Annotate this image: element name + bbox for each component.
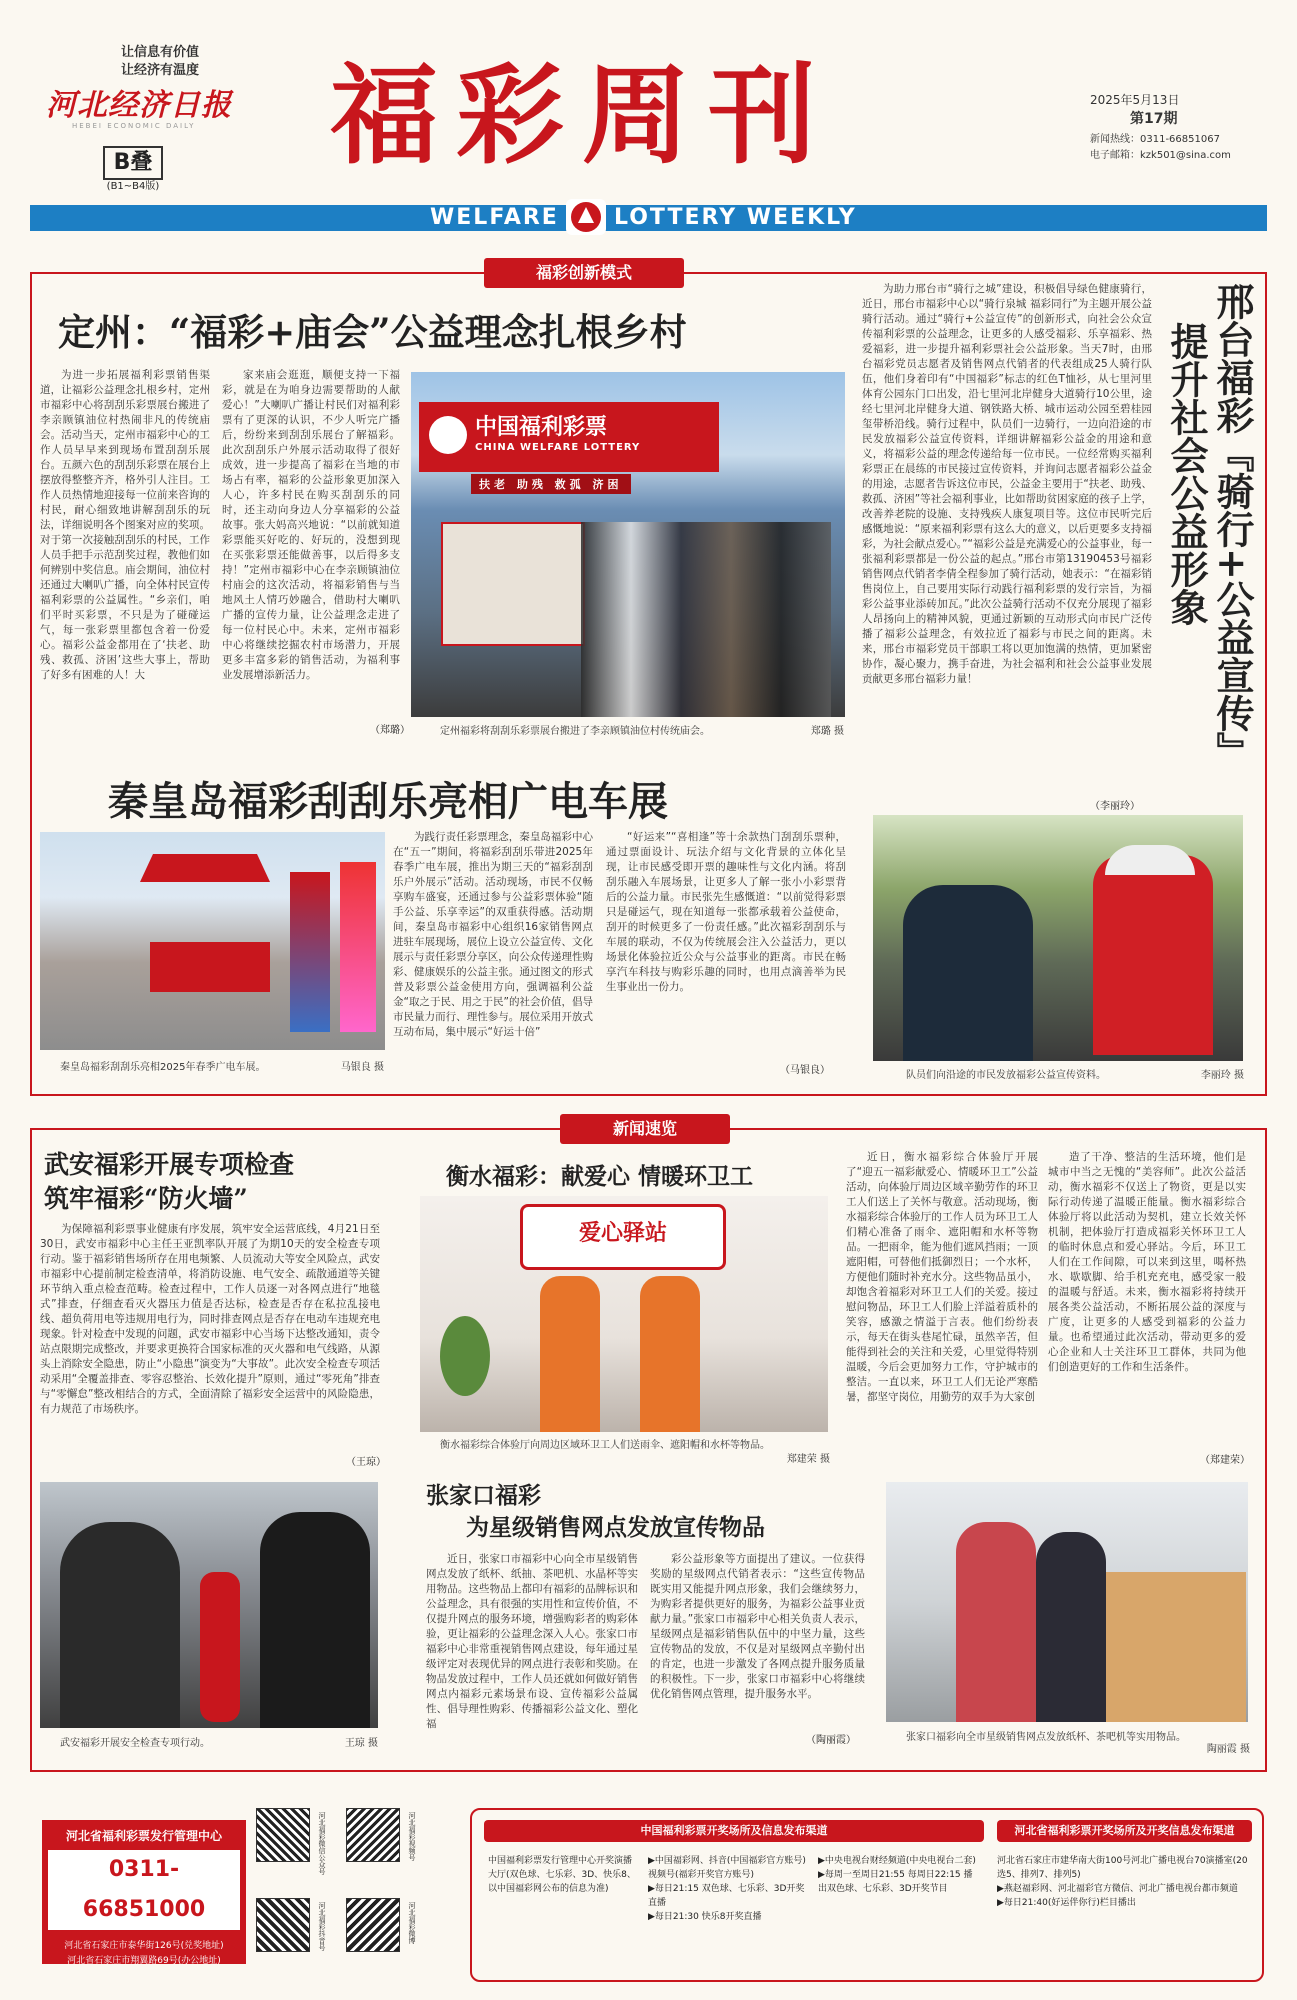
booth-canopy (419, 402, 719, 472)
wuan-photo-credit: 王琼 摄 (344, 1738, 378, 1749)
phone-number[interactable]: 0311-66851000 (48, 1850, 240, 1930)
boxes-shape (1106, 1572, 1246, 1722)
hebei-channel-item: ▶每日21:40(好运伴你行)栏目播出 (997, 1898, 1136, 1908)
footer-contact (42, 1820, 246, 1964)
xingtai-photo (873, 815, 1243, 1061)
china-channel-item: ▶中国福彩网、抖音(中国福彩官方账号)视频号(福彩开奖官方账号) (648, 1856, 806, 1880)
title-en-right: LOTTERY WEEKLY (614, 205, 857, 230)
hengshui-photo (420, 1196, 828, 1432)
headline-qinhuangdao: 秦皇岛福彩刮刮乐亮相广电车展 (108, 778, 668, 825)
zhangjiakou-text-2: 彩公益形象等方面提出了建议。一位获得奖励的星级网点代销者表示：“这些宣传物品既实用又能提升网点形象，我们会继续努力，为购彩者提供更好的服务，为福彩公益事业贡献力量。”张家口市福彩中心相关负责人表示，星级网点是福彩销售队伍中的中坚力量，这些宣传物品的发放，不仅是对星级网点辛勤付出的肯定，也进一步激发了各网点提升服务质量的积极性。下一步，张家口市福彩中心将继续优化销售网点管理，提升服务水平。 (650, 1553, 865, 1700)
worker-1-shape (540, 1276, 600, 1432)
headline-zhangjiakou-line-2: 为星级销售网点发放宣传物品 (466, 1514, 765, 1541)
zhangjiakou-photo-credit: 陶丽霞 摄 (1206, 1744, 1250, 1755)
hebei-channels-list (997, 1854, 1252, 1910)
hengshui-photo-credit: 郑建荣 摄 (786, 1454, 830, 1465)
china-channels-col1 (488, 1854, 638, 1896)
qinhuangdao-author: （马银良） (780, 1065, 830, 1076)
china-channel-item: ▶每日21:30 快乐8开奖直播 (648, 1912, 762, 1922)
dingzhou-text-2: 家来庙会逛逛，顺便支持一下福彩，就是在为咱身边需要帮助的人献爱心！”大喇叭广播让村民们对福利彩票有了更深的认识，不少人听完广播后，纷纷来到刮刮乐展台了解福彩。此次刮刮乐户外展示活动取得了很好成效，进一步提高了福彩在当地的市场占有率，福彩的公益形象更加深入人心，许多村民在购买刮刮乐的同时，还主动向身边人分享福彩的公益故事。张大妈高兴地说：“以前就知道彩票能买好吃的、好玩的，没想到现在买张彩票还能做善事，以后得多支持！”定州市福彩中心在李亲顾镇油位村庙会的这次活动，将福彩销售与当地风土人情巧妙融合，借助村大喇叭广播的宣传力量，让公益理念走进了每一位村民心中。未来，定州市福彩中心将继续挖掘农村市场潜力，开展更多丰富多彩的销售活动，为福利事业发展增添新活力。 (222, 369, 400, 681)
hebei-channel-item: 河北省石家庄市建华南大街100号河北广播电视台70演播室(20选5、排列7、排列5) (997, 1856, 1248, 1880)
masthead (0, 0, 1297, 235)
draw-channels-box (470, 1808, 1264, 1982)
qinhuangdao-photo-credit: 马银良 摄 (340, 1062, 384, 1073)
address-1: 河北省石家庄市泰华街126号(兑奖地址) (64, 1941, 224, 1951)
section-tag-news: 新闻速览 (560, 1114, 730, 1144)
visitor-shape (1036, 1532, 1106, 1722)
headline-wuan-line-2: 筑牢福彩“防火墙” (44, 1184, 248, 1213)
footer (30, 1800, 1267, 1990)
xingtai-photo-caption: 队员们向沿途的市民发放福彩公益宣传资料。 (906, 1070, 1106, 1081)
resident-shape (903, 885, 1033, 1061)
china-channels-col3 (818, 1854, 978, 1896)
dingzhou-author: （郑璐） (370, 725, 410, 736)
slogan-line-1: 让信息有价值 (120, 45, 199, 60)
issue-number: 第17期 (1130, 111, 1178, 127)
title-en-left: WELFARE (430, 205, 559, 230)
xingtai-photo-credit: 李丽玲 摄 (1200, 1070, 1244, 1081)
hengshui-text-1: 近日，衡水福彩综合体验厅开展了“迎五一福彩献爱心、情暖环卫工”公益活动，向体验厅周边区域辛勤劳作的环卫工人们送上了关怀与敬意。活动现场，衡水福彩综合体验厅的工作人员为环卫工人们精心准备了雨伞、遮阳帽和水杯等物品。一把雨伞，能为他们遮风挡雨；一顶遮阳帽，可替他们抵御烈日；一个水杯，方便他们随时补充水分。这些物品虽小，却饱含着福彩对环卫工人们的关爱。接过慰问物品，环卫工人们脸上洋溢着质朴的笑容，感激之情溢于言表。他们纷纷表示，每天在街头巷尾忙碌，虽然辛苦，但能得到社会的关注和关爱，心里觉得特别温暖，今后会更加努力工作，守护城市的整洁。一直以来，环卫工人们无论严寒酷暑，都坚守岗位，用勤劳的双手为大家创 (846, 1151, 1038, 1403)
dingzhou-photo-credit: 郑璐 摄 (810, 726, 844, 737)
zhangjiakou-photo-caption: 张家口福彩向全市星级销售网点发放纸杯、茶吧机等实用物品。 (906, 1732, 1186, 1743)
headline-zhangjiakou-line-1: 张家口福彩 (426, 1482, 541, 1509)
xingtai-author: （李丽玲） (1090, 801, 1140, 812)
paper-name-en: HEBEI ECONOMIC DAILY (72, 122, 196, 130)
hengshui-author: （郑建荣） (1200, 1455, 1250, 1466)
banner-stand (290, 872, 330, 1032)
inspector-shape (60, 1522, 180, 1728)
qr-code-wechat-icon[interactable] (256, 1808, 310, 1862)
qr-code-channels-icon[interactable] (346, 1808, 400, 1862)
headline-xingtai-col1: 邢台福彩『骑行+公益宣传』 (1210, 282, 1255, 770)
headline-wuan (44, 1148, 294, 1216)
issue-info (1090, 92, 1270, 164)
sign-text: 爱心驿站 (578, 1221, 667, 1246)
page-title: 福彩周刊 (330, 53, 835, 179)
dingzhou-photo (411, 372, 845, 717)
china-channels-title: 中国福利彩票开奖场所及信息发布渠道 (484, 1820, 984, 1842)
headline-dingzhou: 定州：“福彩+庙会”公益理念扎根乡村 (58, 310, 687, 354)
wuan-author: （王琼） (346, 1457, 386, 1468)
hebei-channel-item: ▶燕赵福彩网、河北福彩官方微信、河北广播电视台都市频道 (997, 1884, 1238, 1894)
plant-shape (440, 1316, 490, 1396)
qinhuangdao-col1 (393, 830, 593, 1080)
hengshui-photo-caption: 衡水福彩综合体验厅向周边区域环卫工人们送雨伞、遮阳帽和水杯等物品。 (440, 1440, 770, 1451)
wuan-body (40, 1222, 380, 1470)
address-2: 河北省石家庄市翔翼路69号(办公地址) (67, 1956, 221, 1966)
edition-box (103, 146, 163, 194)
edition-label: B叠 (103, 146, 163, 180)
hotline: 新闻热线：0311-66851067 (1090, 134, 1220, 145)
qr-label-wechat: 河北福彩微信公众号 (318, 1812, 326, 1875)
qinhuangdao-col2 (606, 830, 846, 1066)
wuan-photo-caption: 武安福彩开展安全检查专项行动。 (60, 1738, 210, 1749)
china-channel-item: ▶每日21:15 双色球、七乐彩、3D开奖直播 (648, 1884, 805, 1908)
edition-range: (B1~B4版) (106, 181, 160, 192)
china-channel-item: 中国福利彩票发行管理中心开奖演播大厅(双色球、七乐彩、3D、快乐8、以中国福彩网公布的信息为准) (488, 1856, 636, 1894)
headline-hengshui: 衡水福彩：献爱心 情暖环卫工 (446, 1163, 754, 1190)
crowd-shape (581, 522, 831, 717)
xingtai-body (862, 282, 1152, 798)
china-channel-item: ▶每周一至周日21:55 每周日22:15 播出双色球、七乐彩、3D开奖节目 (818, 1870, 973, 1894)
qinhuangdao-photo-caption: 秦皇岛福彩刮刮乐亮相2025年春季广电车展。 (60, 1062, 266, 1073)
qr-code-douyin-icon[interactable] (256, 1898, 310, 1952)
cyclist-shape (1093, 855, 1213, 1055)
booth-logo-icon (429, 416, 467, 454)
dingzhou-text-1: 为进一步拓展福利彩票销售渠道，让福彩公益理念扎根乡村，定州市福彩中心将刮刮乐彩票展台搬进了李亲顾镇油位村热闹非凡的传统庙会。活动当天，定州市福彩中心的工作人员早早来到现场布置刮刮乐展台。五颜六色的刮刮乐彩票在展台上摆放得整整齐齐，格外引人注目。工作人员热情地迎接每一位前来咨询的村民，耐心细致地讲解刮刮乐的玩法，详细说明各个图案对应的奖项。对于第一次接触刮刮乐的村民，工作人员手把手示范刮奖过程，教他们如何辨别中奖信息。庙会期间，油位村还通过大喇叭广播，向全体村民宣传福利彩票的公益属性。“乡亲们，咱们平时买彩票，不只是为了碰碰运气，每一张彩票里都包含着一份爱心。福彩公益金都用在了‘扶老、助残、救孤、济困’这些大事上，帮助了好多有困难的人！大 (40, 369, 210, 681)
booth-sign-cn: 中国福利彩票 (475, 415, 608, 440)
center-name: 河北省福利彩票发行管理中心 (65, 1829, 222, 1843)
china-channels-col2 (648, 1854, 808, 1924)
dingzhou-col2 (222, 368, 400, 740)
zhangjiakou-col1 (426, 1552, 638, 1754)
helmet-shape (1105, 845, 1195, 875)
worker-2-shape (640, 1276, 700, 1432)
staff-shape (956, 1522, 1036, 1722)
headline-zhangjiakou (426, 1480, 765, 1544)
slogan-line-2: 让经济有温度 (120, 63, 199, 78)
sign-board (520, 1204, 726, 1270)
paper-name: 河北经济日报 (46, 88, 232, 123)
dingzhou-col1 (40, 368, 210, 681)
xingtai-text: 为助力邢台市“骑行之城”建设，积极倡导绿色健康骑行，近日，邢台市福彩中心以“骑行泉城 福彩同行”为主题开展公益骑行活动。通过“骑行+公益宣传”的创新形式，向社会公众宣传福利彩票的公益理念，让更多的人感受福彩、乐享福彩、热爱福彩，进一步提升福利彩票社会公益形象。当天7时，由邢台福彩党员志愿者及销售网点代销者的代表组成25人骑行队伍，他们身着印有“中国福彩”标志的红色T恤衫，从七里河里体育公园东门口出发，沿七里河北岸健身大道骑行10公里，途经七里河北岸健身大道、钢铁路大桥、城市运动公园至碧桂园玺带桥沿线。骑行过程中，队员们一边骑行，一边向沿途的市民发放福彩公益宣传资料，详细讲解福彩公益金的用途和意义，将福彩公益的理念传递给每一位市民。一位经常购买福利彩票正在晨练的市民接过宣传资料，并询问志愿者福彩公益金的用途，志愿者告诉这位市民，公益金主要用于“扶老、助残、救孤、济困”等社会福利事业，比如帮助贫困家庭的孩子上学，改善养老院的设施、支持残疾人康复项目等。这位市民听完后感慨地说：“原来福利彩票有这么大的意义，以后更要多支持福彩，为社会献点爱心。”“福彩公益是充满爱心的公益事业，每一张福利彩票都是一份公益的起点。”邢台市第13190453号福彩销售网点代销者李倩全程参加了骑行活动，她表示：“在福彩销售岗位上，自己要用实际行动践行福利彩票的发行宗旨，为福彩公益事业添砖加瓦。”此次公益骑行活动不仅充分展现了福彩人昂扬向上的精神风貌，更通过新颖的互动形式向市民广泛传播了福彩公益理念，有效拉近了福彩与市民之间的距离。未来，邢台市福彩党员干部职工将以更加饱满的热情，更加紧密协作，凝心聚力，携手奋进，为社会福利和社会公益事业发展贡献更多邢台福彩力量！ (862, 283, 1152, 685)
headline-xingtai (1160, 282, 1260, 782)
qr-label-channels: 河北福彩视频号 (408, 1812, 416, 1861)
china-channel-item: ▶中央电视台财经频道(中央电视台二套) (818, 1856, 976, 1866)
zhangjiakou-col2 (650, 1552, 865, 1732)
lottery-logo-icon (566, 199, 606, 235)
hengshui-col1 (846, 1150, 1038, 1466)
extinguisher-shape (200, 1572, 240, 1722)
hebei-channels-title: 河北省福利彩票开奖场所及开奖信息发布渠道 (997, 1820, 1252, 1842)
qr-label-douyin: 河北福彩抖音号 (318, 1902, 326, 1951)
section-tag-innovation: 福彩创新模式 (484, 258, 684, 288)
banner-stand-2 (340, 862, 376, 1032)
email: 电子邮箱：kzk501@sina.com (1090, 150, 1231, 161)
headline-wuan-line-1: 武安福彩开展专项检查 (44, 1150, 295, 1179)
qinhuangdao-text-1: 为践行责任彩票理念，秦皇岛福彩中心在“五一”期间，将福彩刮刮乐带进2025年春季广电车展，推出为期三天的“福彩刮刮乐户外展示”活动。活动现场，市民不仅畅享购车盛宴，还通过参与公益彩票体验“随手公益、乐享幸运”的双重获得感。活动期间，秦皇岛市福彩中心组织16家销售网点进驻车展现场，展位上设立公益宣传、文化展示与责任彩票分享区，向公众传递理性购彩、健康娱乐的公益主张。通过图文的形式普及彩票公益金使用方向，强调福利公益金“取之于民、用之于民”的社会价值，倡导市民量力而行、理性参与。展位采用开放式互动布局，集中展示“好运十倍” (393, 831, 593, 1038)
issue-date: 2025年5月13日 (1090, 93, 1180, 107)
qinhuangdao-photo (40, 832, 385, 1050)
tent-roof (140, 854, 270, 882)
clerk-shape (260, 1512, 370, 1728)
qr-code-grid (256, 1808, 466, 1978)
hengshui-text-2: 造了干净、整洁的生活环境，他们是城市中当之无愧的“美容师”。此次公益活动，衡水福彩不仅送上了物资，更是以实际行动传递了温暖正能量。衡水福彩综合体验厅将以此活动为契机，建立长效关怀机制，把体验厅打造成福彩关怀环卫工人的临时休息点和爱心驿站。今后，环卫工人们在工作间隙，可以来到这里，喝杯热水、歇歇脚、给手机充充电，感受家一般的温暖与舒适。未来，衡水福彩将持续开展各类公益活动，不断拓展公益的深度与广度，让更多的人感受到福彩的公益力量。也希望通过此次活动，带动更多的爱心企业和人士关注环卫工群体，共同为他们创造更好的工作和生活条件。 (1048, 1151, 1246, 1373)
zhangjiakou-photo (886, 1482, 1248, 1722)
wuan-text: 为保障福利彩票事业健康有序发展，筑牢安全运营底线，4月21日至30日，武安市福彩中心主任王亚凯率队开展了为期10天的安全检查专项行动。鉴于福彩销售场所存在用电频繁、人员流动大等安全风险点，武安市福彩中心提前制定检查清单，将消防设施、电气安全、疏散通道等关键环节纳入重点检查范畴。检查过程中，工作人员逐一对各网点进行“地毯式”排查，仔细查看灭火器压力值是否达标，检查是否存在私拉乱接电线、超负荷用电等违规用电行为，同时排查网点是否存在电动车违规充电现象。针对检查中发现的问题，武安市福彩中心当场下达整改通知，责令站点限期完成整改，并要求更换符合国家标准的灭火器和电气线路，从源头上消除安全隐患，防止“小隐患”演变为“大事故”。此次安全检查专项活动采用“全覆盖排查、零容忍整治、长效化提升”原则，通过“零死角”排查与“零懈怠”整改相结合的方式，全面清除了福彩安全运营中的风险隐患，有力规范了市场秩序。 (40, 1223, 380, 1415)
wuan-photo (40, 1482, 378, 1728)
dingzhou-photo-caption: 定州福彩将刮刮乐彩票展台搬进了李亲顾镇油位村传统庙会。 (440, 726, 710, 737)
qinhuangdao-text-2: “好运来”“喜相逢”等十余款热门刮刮乐票种，通过票面设计、玩法介绍与文化背景的立体化呈现，让市民感受即开票的趣味性与文化内涵。将刮刮乐融入车展场景，让更多人了解一张小小彩票背后的公益力量。市民张先生感慨道：“以前觉得彩票只是碰运气，现在知道每一张都承载着公益使命，刮开的时候更多了一份责任感。”此次福彩刮刮乐与车展的联动，不仅为传统展会注入公益活力，更以场景化体验拉近公众与公益事业的距离。市民在畅享汽车科技与购彩乐趣的同时，也用点滴善举为民生事业出一份力。 (606, 831, 846, 993)
booth-sign-en: CHINA WELFARE LOTTERY (475, 442, 641, 453)
slogan (100, 44, 220, 80)
qr-code-weibo-icon[interactable] (346, 1898, 400, 1952)
booth-motto: 扶老 助残 救孤 济困 (471, 474, 631, 494)
booth-counter (441, 522, 585, 646)
qr-label-weibo: 河北福彩微博 (408, 1902, 416, 1944)
hengshui-col2 (1048, 1150, 1246, 1452)
zhangjiakou-text-1: 近日，张家口市福彩中心向全市星级销售网点发放了纸杯、纸抽、茶吧机、水晶杯等实用物品。这些物品上都印有福彩的品牌标识和公益理念，具有很强的实用性和宣传价值，不仅提升网点的服务环境，增强购彩者的购彩体验，更让福彩的公益理念深入人心。张家口市福彩中心非常重视销售网点建设，每年通过星级评定对表现优异的网点进行表彰和奖励。在物品发放过程中，工作人员还就如何做好销售网点内福彩元素场景布设、宣传福彩公益属性、倡导理性购彩、传播福彩公益文化、塑化福 (426, 1553, 638, 1730)
zhangjiakou-author: （陶丽霞） (806, 1735, 856, 1746)
headline-xingtai-col2: 提升社会公益形象 (1164, 322, 1209, 626)
tent-table (150, 942, 270, 992)
